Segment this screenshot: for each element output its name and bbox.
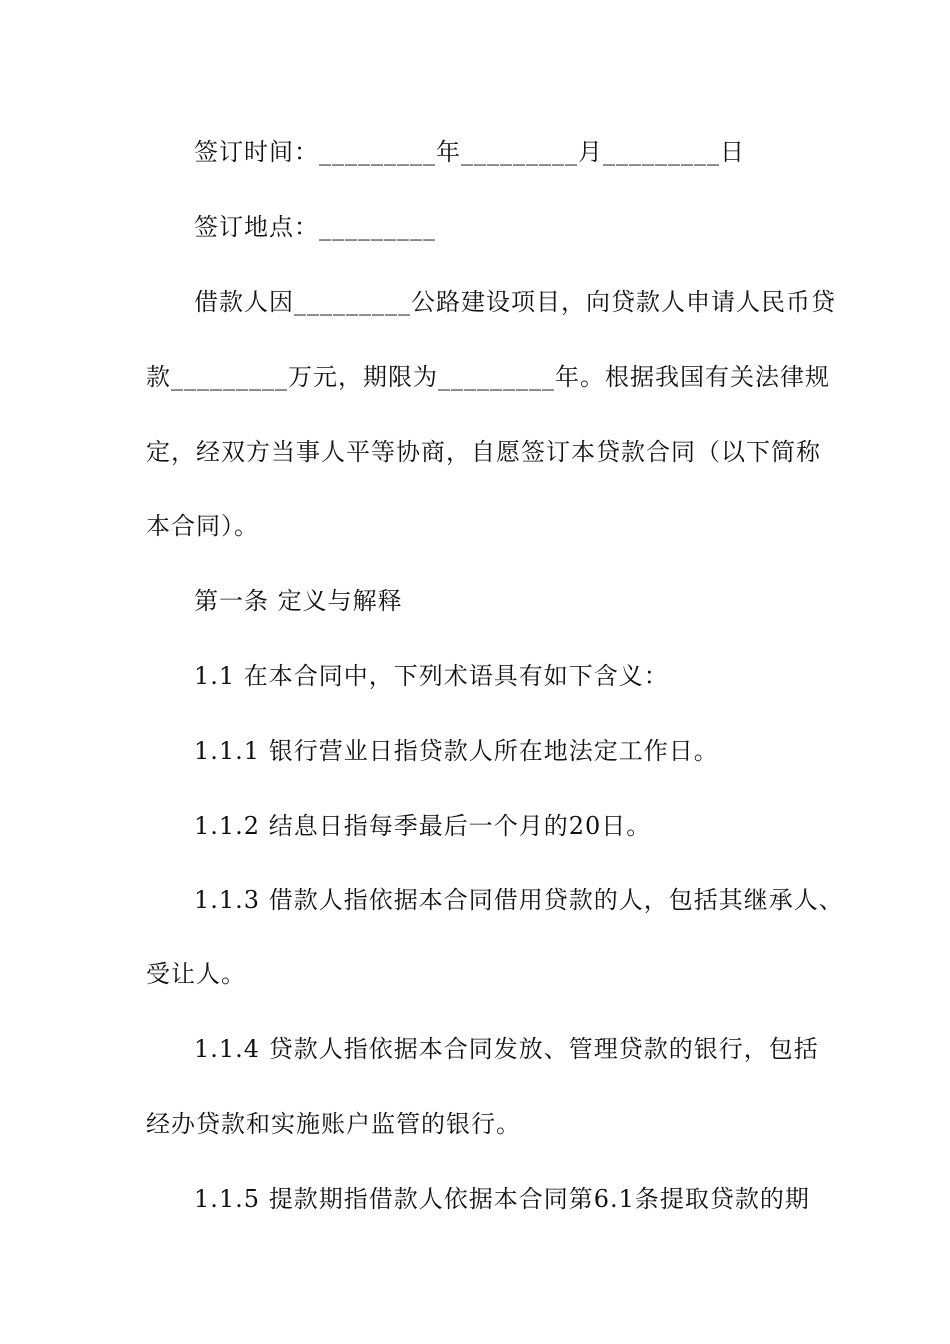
- clause-1-1-1: 1.1.1 银行营业日指贷款人所在地法定工作日。: [194, 737, 719, 765]
- signing-date-line: 签订时间：_________年_________月_________日: [194, 138, 745, 166]
- clause-1-1: 1.1 在本合同中，下列术语具有如下含义：: [194, 662, 669, 690]
- preamble-line-3: 定，经双方当事人平等协商，自愿签订本贷款合同（以下简称: [146, 438, 821, 466]
- preamble-line-4: 本合同）。: [146, 512, 259, 540]
- preamble-line-2: 款_________万元，期限为_________年。根据我国有关法律规: [146, 363, 830, 391]
- clause-1-1-3-line-2: 受让人。: [146, 960, 246, 988]
- clause-1-1-4-line-2: 经办贷款和实施账户监管的银行。: [146, 1110, 521, 1138]
- preamble-line-1: 借款人因_________公路建设项目，向贷款人申请人民币贷: [194, 288, 836, 316]
- clause-1-1-5-line-1: 1.1.5 提款期指借款人依据本合同第6.1条提取贷款的期: [194, 1185, 810, 1213]
- clause-1-1-3-line-1: 1.1.3 借款人指依据本合同借用贷款的人，包括其继承人、: [194, 886, 844, 914]
- clause-1-1-4-line-1: 1.1.4 贷款人指依据本合同发放、管理贷款的银行，包括: [194, 1035, 819, 1063]
- signing-place-line: 签订地点：_________: [194, 213, 436, 241]
- article-1-heading: 第一条 定义与解释: [194, 587, 403, 615]
- clause-1-1-2: 1.1.2 结息日指每季最后一个月的20日。: [194, 812, 652, 840]
